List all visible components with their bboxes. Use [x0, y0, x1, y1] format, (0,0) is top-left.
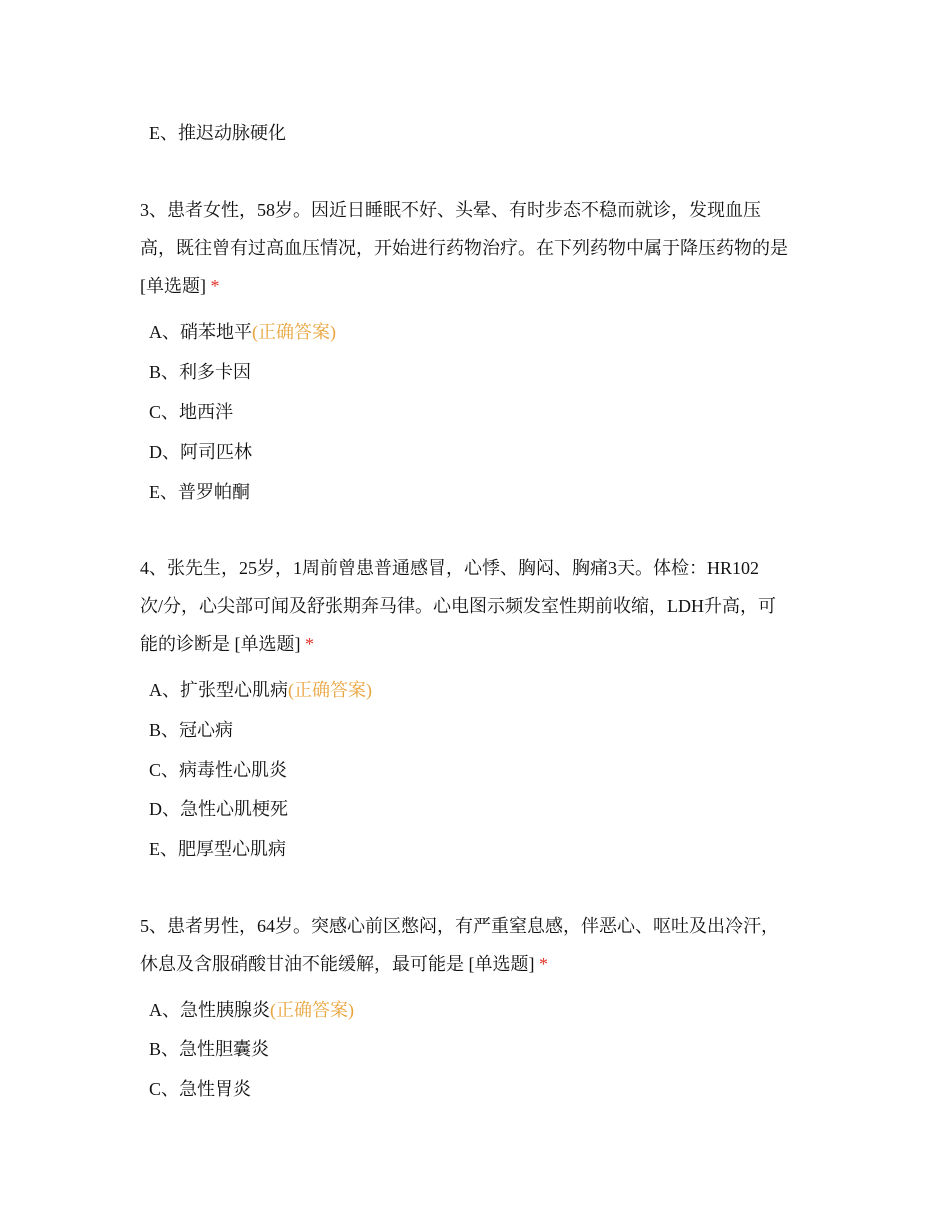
option-b: [149, 360, 251, 384]
option-e: [149, 121, 286, 145]
option-b: [149, 718, 233, 742]
option-text: E、肥厚型心肌病: [149, 839, 286, 859]
option-text: E、普罗帕酮: [149, 482, 250, 502]
option-c: [149, 400, 233, 424]
option-text: D、急性心肌梗死: [149, 799, 288, 819]
question-text-line: 休息及含服硝酸甘油不能缓解，最可能是 [单选题] *: [140, 954, 548, 974]
option-text: B、冠心病: [149, 720, 234, 740]
option-e: [149, 837, 286, 861]
option-text: A、扩张型心肌病: [149, 680, 288, 700]
question-text-line: [单选题] *: [140, 276, 220, 296]
correct-answer-label: (正确答案): [288, 680, 372, 700]
option-d: [149, 440, 252, 464]
option-text: D、阿司匹林: [149, 442, 252, 462]
option-c: [149, 1077, 251, 1101]
option-c: [149, 758, 287, 782]
question-text-line: 能的诊断是 [单选题] *: [140, 634, 314, 654]
question-text-line: 5、患者男性，64岁。突感心前区憋闷，有严重窒息感，伴恶心、呕吐及出冷汗，: [140, 916, 779, 936]
question-text-line: 4、张先生，25岁，1周前曾患普通感冒，心悸、胸闷、胸痛3天。体检：HR102: [140, 558, 760, 578]
required-mark: *: [539, 954, 548, 974]
question-text-line: 3、患者女性，58岁。因近日睡眠不好、头晕、有时步态不稳而就诊，发现血压: [140, 200, 761, 220]
option-text: A、急性胰腺炎: [149, 1000, 270, 1020]
required-mark: *: [210, 276, 220, 296]
required-mark: *: [305, 634, 314, 654]
option-text: B、急性胆囊炎: [149, 1039, 270, 1059]
option-text: C、病毒性心肌炎: [149, 760, 288, 780]
correct-answer-label: (正确答案): [252, 322, 336, 342]
option-text: E、推迟动脉硬化: [149, 123, 286, 143]
question-text-line: 次/分，心尖部可闻及舒张期奔马律。心电图示频发室性期前收缩，LDH升高，可: [140, 596, 776, 616]
correct-answer-label: (正确答案): [270, 1000, 354, 1020]
option-text: C、急性胃炎: [149, 1079, 252, 1099]
option-e: [149, 480, 250, 504]
option-d: [149, 797, 288, 821]
option-text: A、硝苯地平: [149, 322, 252, 342]
option-b: [149, 1037, 269, 1061]
question-text-line: 高，既往曾有过高血压情况，开始进行药物治疗。在下列药物中属于降压药物的是: [140, 238, 788, 258]
option-a: [149, 998, 354, 1022]
option-a: [149, 320, 336, 344]
option-text: C、地西泮: [149, 402, 234, 422]
option-text: B、利多卡因: [149, 362, 252, 382]
option-a: [149, 678, 372, 702]
